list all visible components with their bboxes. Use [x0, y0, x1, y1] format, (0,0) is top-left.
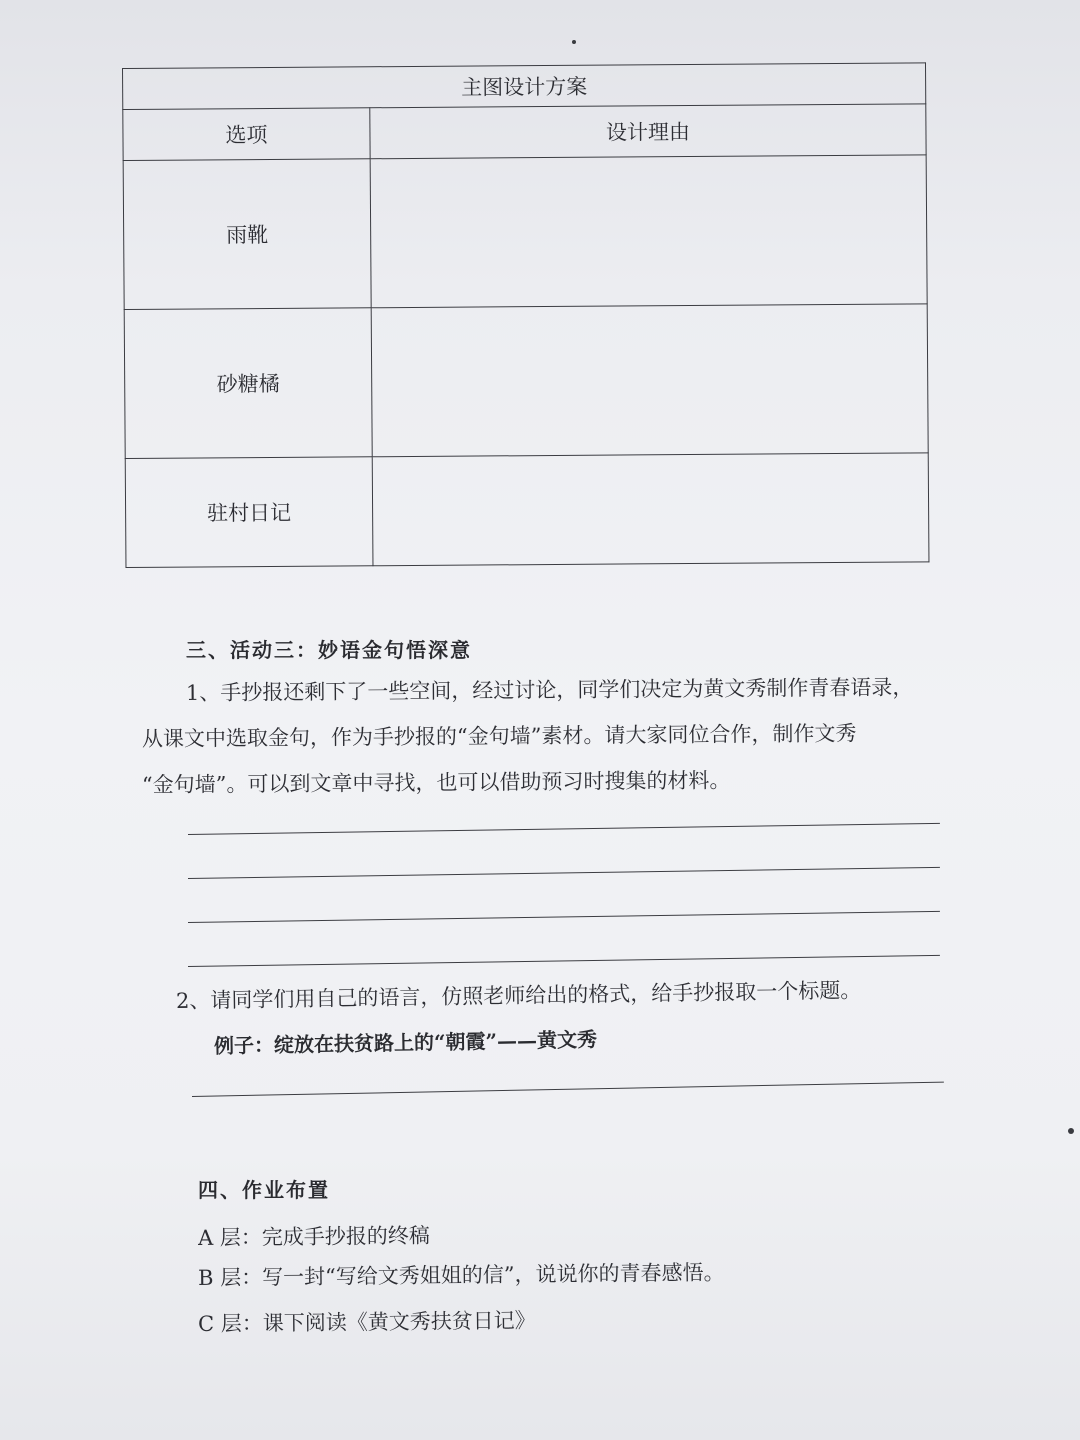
answer-line[interactable] — [188, 911, 940, 923]
design-plan-table — [122, 62, 929, 568]
title-answer-line[interactable] — [192, 1082, 944, 1097]
answer-line[interactable] — [188, 823, 940, 835]
question1-line: “金句墙”。可以到文章中寻找，也可以借助预习时搜集的材料。 — [141, 768, 731, 797]
table-row — [125, 453, 929, 568]
column-header-option: 选项 — [123, 108, 370, 161]
table-row — [123, 155, 927, 310]
reason-cell[interactable] — [371, 304, 928, 457]
table-title: 主图设计方案 — [123, 63, 926, 110]
paper-speck — [1068, 1128, 1074, 1134]
reason-cell[interactable] — [370, 155, 927, 308]
question2-text: 2、请同学们用自己的语言，仿照老师给出的格式，给手抄报取一个标题。 — [175, 978, 862, 1013]
title-example: 例子：绽放在扶贫路上的“朝霞”——黄文秀 — [213, 1027, 598, 1058]
table-row — [124, 304, 928, 459]
question1-line: 1、手抄报还剩下了一些空间，经过讨论，同学们决定为黄文秀制作青春语录， — [185, 675, 914, 705]
answer-line[interactable] — [188, 955, 940, 967]
section3-heading: 三、活动三：妙语金句悟深意 — [186, 638, 472, 662]
homework-item-b: B 层：写一封“写给文秀姐姐的信”，说说你的青春感悟。 — [197, 1260, 725, 1290]
reason-cell[interactable] — [372, 453, 929, 566]
answer-line[interactable] — [188, 867, 940, 879]
column-header-reason: 设计理由 — [370, 104, 926, 159]
question1-line: 从课文中选取金句，作为手抄报的“金句墙”素材。请大家同位合作，制作文秀 — [141, 721, 857, 751]
option-cell: 驻村日记 — [125, 457, 373, 568]
section4-heading: 四、作业布置 — [198, 1178, 330, 1202]
paper-speck — [572, 40, 576, 44]
homework-item-c: C 层：课下阅读《黄文秀扶贫日记》 — [197, 1308, 536, 1336]
option-cell: 砂糖橘 — [124, 308, 372, 459]
homework-item-a: A 层：完成手抄报的终稿 — [197, 1223, 430, 1250]
option-cell: 雨靴 — [123, 159, 371, 310]
